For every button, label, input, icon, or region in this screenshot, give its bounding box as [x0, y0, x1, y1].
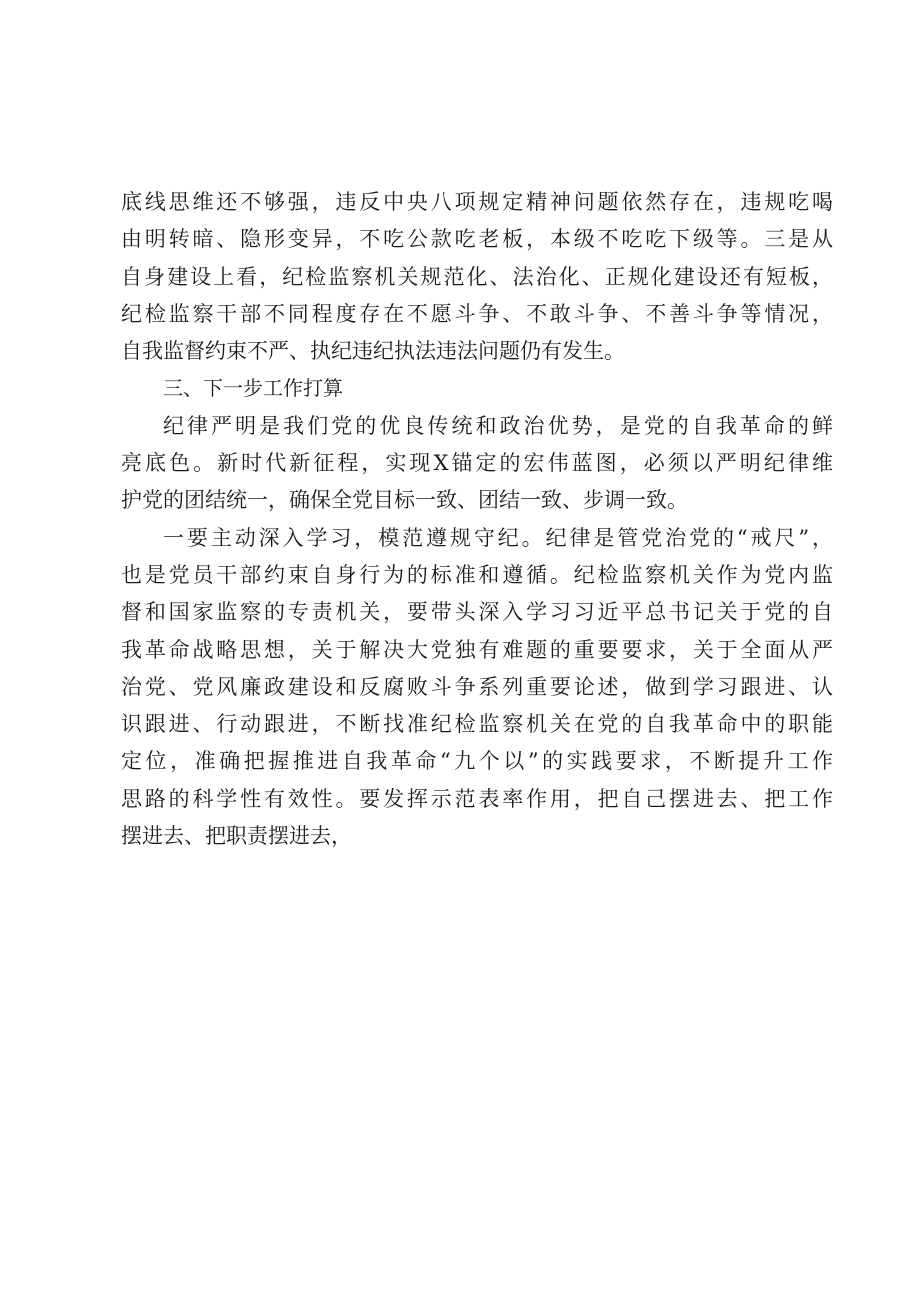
- text-line: 我革命战略思想，关于解决大党独有难题的重要要求，关于全面从严: [121, 637, 833, 662]
- text-line: 由明转暗、隐形变异，不吃公款吃老板，本级不吃吃下级等。三是从: [121, 227, 833, 252]
- text-line: 一要主动深入学习，模范遵规守纪。纪律是管党治党的“戒尺”，: [163, 525, 833, 550]
- paragraph-discipline: [121, 408, 833, 520]
- section-heading: 三、下一步工作打算: [163, 376, 343, 401]
- text-line: 护党的团结统一，确保全党目标一致、团结一致、步调一致。: [121, 488, 688, 513]
- document-body: [121, 184, 833, 855]
- text-line: 识跟进、行动跟进，不断找准纪检监察机关在党的自我革命中的职能: [121, 712, 833, 737]
- text-line: 也是党员干部约束自身行为的标准和遵循。纪检监察机关作为党内监: [121, 562, 833, 587]
- text-line: 思路的科学性有效性。要发挥示范表率作用，把自己摆进去、把工作: [121, 786, 833, 811]
- text-line: 督和国家监察的专责机关，要带头深入学习习近平总书记关于党的自: [121, 600, 833, 625]
- text-line: 治党、党风廉政建设和反腐败斗争系列重要论述，做到学习跟进、认: [121, 674, 833, 699]
- text-line: 自身建设上看，纪检监察机关规范化、法治化、正规化建设还有短板，: [121, 264, 833, 289]
- paragraph-continuation: [121, 184, 833, 370]
- text-line: 自我监督约束不严、执纪违纪执法违法问题仍有发生。: [121, 339, 625, 364]
- text-line: 亮底色。新时代新征程，实现X锚定的宏伟蓝图，必须以严明纪律维: [121, 451, 833, 476]
- text-line: 摆进去、把职责摆进去，: [121, 824, 352, 849]
- text-line: 底线思维还不够强，违反中央八项规定精神问题依然存在，违规吃喝: [121, 190, 833, 214]
- text-line: 定位，准确把握推进自我革命“九个以”的实践要求，不断提升工作: [121, 749, 833, 774]
- paragraph-study: [121, 520, 833, 856]
- text-line: 纪检监察干部不同程度存在不愿斗争、不敢斗争、不善斗争等情况，: [121, 301, 833, 326]
- text-line: 纪律严明是我们党的优良传统和政治优势，是党的自我革命的鲜: [163, 413, 833, 438]
